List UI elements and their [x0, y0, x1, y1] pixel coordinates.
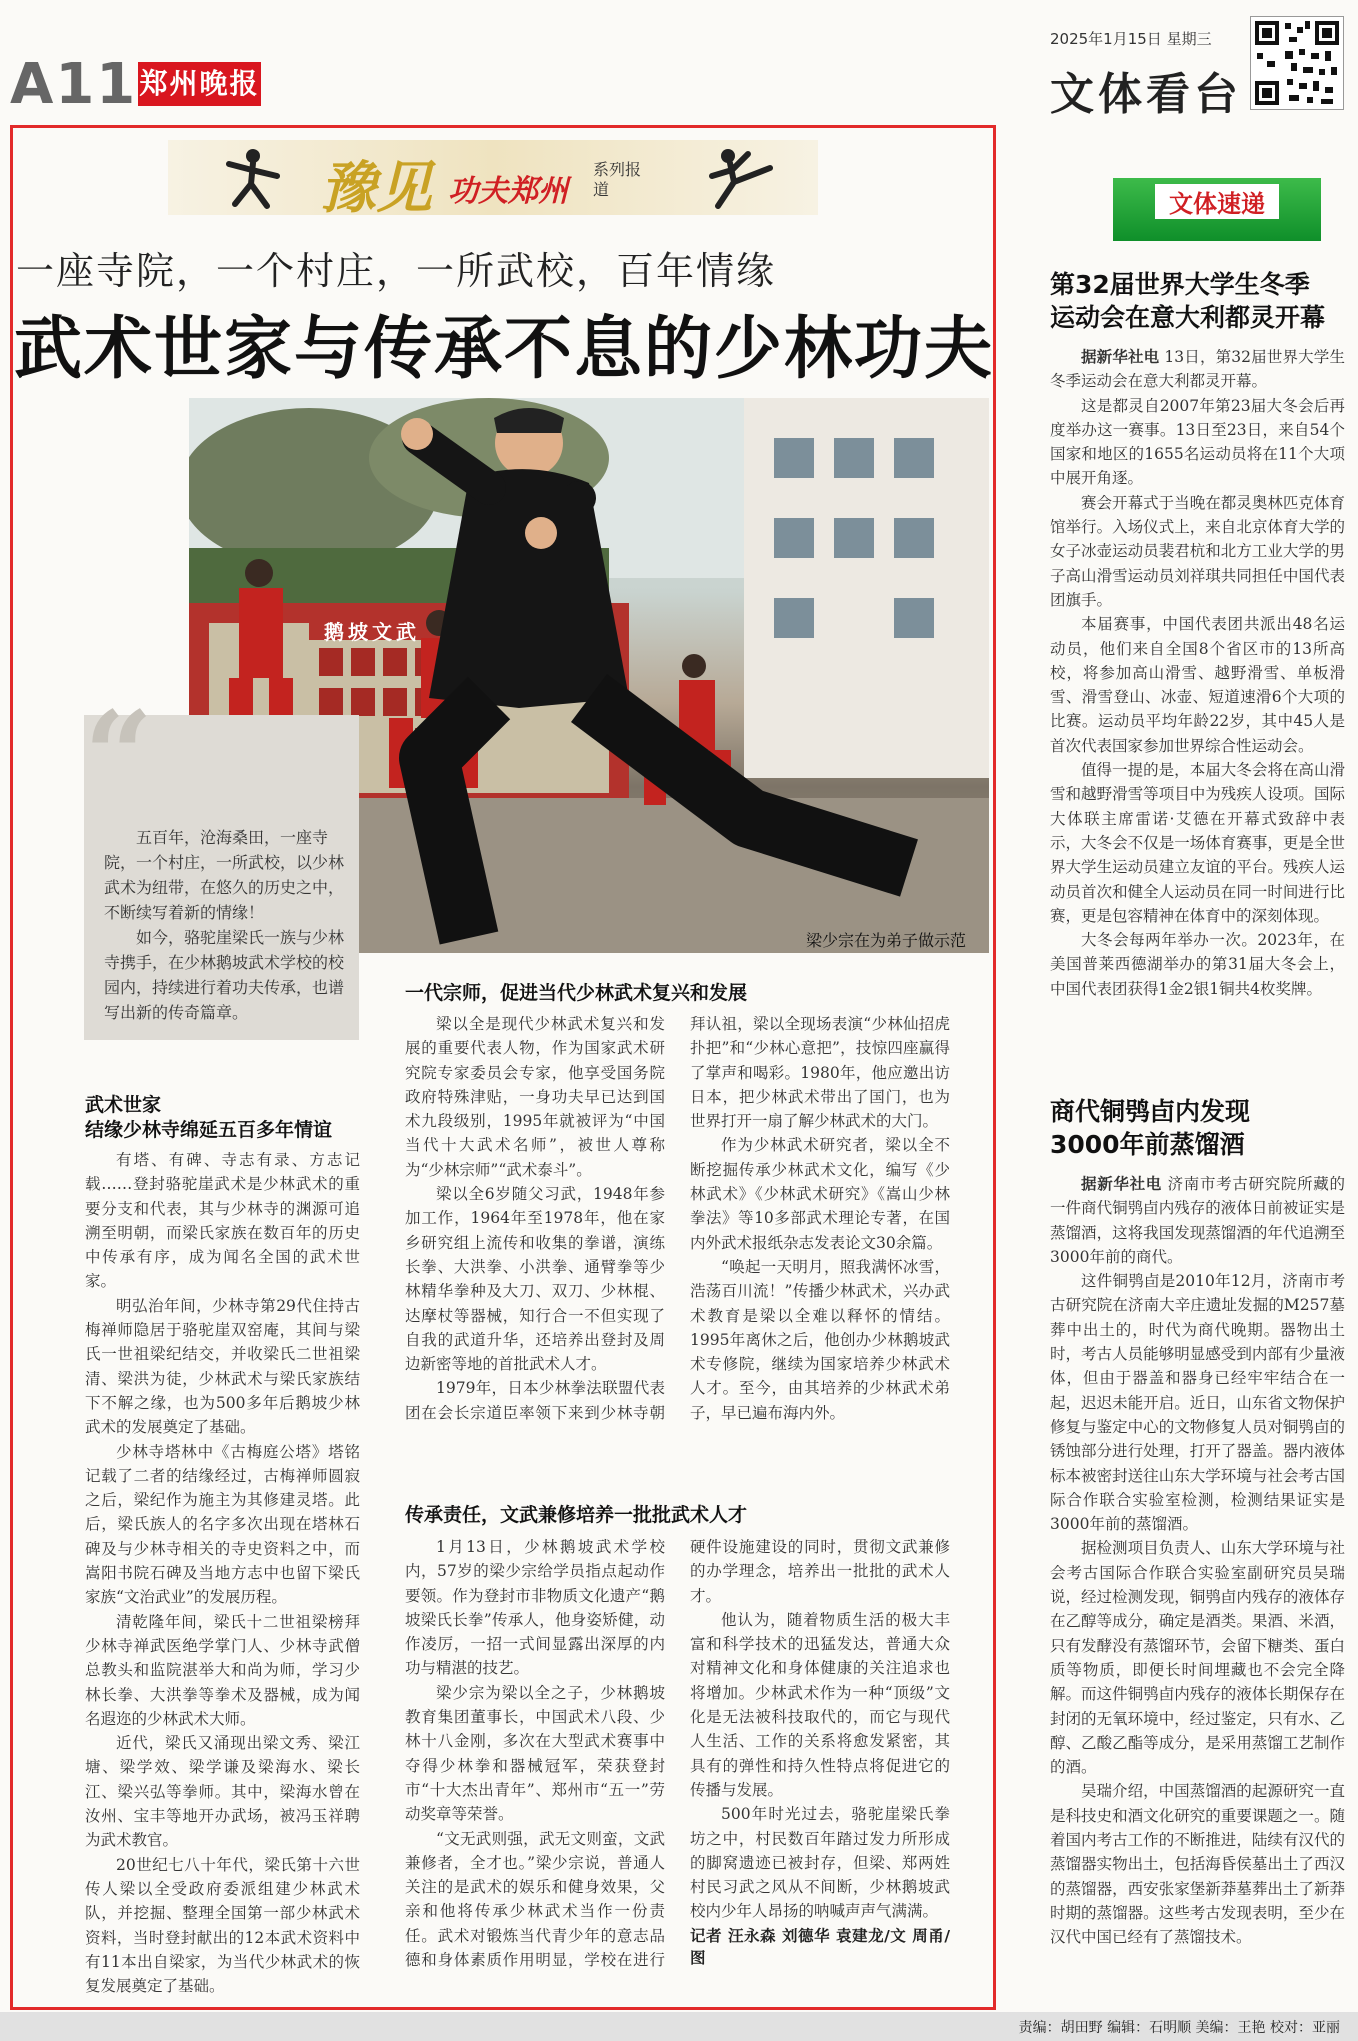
s3-paragraph: 1月13日，少林鹅坡武术学校内，57岁的梁少宗给学员指点起动作要领。作为登封市非物质文化遗产“鹅坡梁氏长拳”传承人，他身姿矫健，动作凌厉，一招一式间显露出深厚的内功与精湛的技艺。 [405, 1538, 665, 1678]
story1-paragraph: 值得一提的是，本届大冬会将在高山滑雪和越野滑雪等项目中为残疾人设项。国际大体联主席雷诺·艾德在开幕式致辞中表示，大冬会不仅是一场体育赛事，更是全世界大学生运动员建立友谊的平台。残疾人运动员首次和健全人运动员在同一时间进行比赛，更是包容精神在体育中的深刻体现。 [1050, 761, 1345, 925]
newspaper-logo: 郑州晚报 [138, 62, 261, 106]
story1-paragraph: 13日，第32届世界大学生冬季运动会在意大利都灵开幕。 [1050, 348, 1345, 391]
kungfu-kick-figure-icon [708, 146, 774, 210]
pullquote-text-2: 如今，骆驼崖梁氏一族与少林寺携手，在少林鹅坡武术学校的校园内，持续进行着功夫传承，也谱写出新的传奇篇章。 [104, 928, 345, 1022]
qr-code-icon[interactable] [1250, 16, 1344, 110]
sidebar-tag-label: 文体速递 [1155, 184, 1279, 219]
quote-mark-icon: “ [84, 685, 154, 826]
s3-paragraph: “文无武则强，武无文则蛮，文武兼修者，全才也。”梁少宗说，普通人关注的是武术的娱乐和健身效果，父亲和他将传承少林武术当作一份责任。武术对锻炼当代青少年的意志品德和身体素质作用明显，学校在进行硬件设施建设的同时，贯彻文武兼修的办学理念，培养出一批批的武术人才。 [405, 1538, 950, 1970]
section1-body [85, 1148, 360, 2003]
s2-paragraph: 梁以全是现代少林武术复兴和发展的重要代表人物，作为国家武术研究院专家委员会专家，他享受国务院政府特殊津贴，一身功夫早已达到国术九段级别，1995年就被评为“中国当代十大武术名师”，被世人尊称为“少林宗师”“武术泰斗”。 [405, 1015, 665, 1179]
page-footer [0, 2012, 1358, 2041]
s1-paragraph: 明弘治年间，少林寺第29代住持古梅禅师隐居于骆驼崖双窑庵，其间与梁氏一世祖梁纪结交，并收梁氏二世祖梁清、梁洪为徒，少林武术与梁氏家族结下不解之缘，也为500多年后鹅坡少林武术的发展奠定了基础。 [85, 1296, 360, 1437]
photo-caption: 梁少宗在为弟子做示范 [806, 931, 967, 950]
kungfu-figure-icon [223, 146, 283, 210]
photo-sign: 鹅坡文武 [324, 620, 420, 644]
page-number: A11 [10, 52, 138, 117]
story2-paragraph: 济南市考古研究院所藏的一件商代铜鸮卣内残存的液体日前被证实是蒸馏酒，这将我国发现蒸馏酒的年代追溯至3000年前的商代。 [1050, 1175, 1345, 1266]
issue-date: 2025年1月15日 星期三 [1050, 30, 1212, 48]
story1-paragraph: 本届赛事，中国代表团共派出48名运动员，他们来自全国8个省区市的13所高校，将参加高山滑雪、越野滑雪、单板滑雪、滑雪登山、冰壶、短道速滑6个大项的比赛。运动员平均年龄22岁，其中45人是首次代表国家参加世界综合性运动会。 [1050, 615, 1345, 755]
s1-paragraph: 少林寺塔林中《古梅庭公塔》塔铭记载了二者的结缘经过，古梅禅师圆寂之后，梁纪作为施主为其修建灵塔。此后，梁氏族人的名字多次出现在塔林石碑及与少林寺相关的寺史资料之中，而嵩阳书院石碑及当地方志中也留下梁氏家族“文治武业”的发展历程。 [85, 1442, 360, 1607]
story2-title-line2: 3000年前蒸馏酒 [1050, 1130, 1245, 1159]
story1-paragraph: 赛会开幕式于当晚在都灵奥林匹克体育馆举行。入场仪式上，来自北京体育大学的女子冰壶运动员裴君杭和北方工业大学的男子高山滑雪运动员刘祥琪共同担任中国代表团旗手。 [1050, 493, 1345, 609]
s3-paragraph: 梁少宗为梁以全之子，少林鹅坡教育集团董事长，中国武术八段、少林十八金刚，多次在大型武术赛事中夺得少林拳和器械冠军，荣获登封市“十大杰出青年”、郑州市“五一”劳动奖章等荣誉。 [405, 1683, 665, 1824]
section-title: 文体看台 [1050, 69, 1242, 120]
section1-title-line2: 结缘少林寺绵延五百多年情谊 [85, 1119, 333, 1141]
section2-title: 一代宗师，促进当代少林武术复兴和发展 [405, 982, 748, 1004]
story1-source: 据新华社电 [1081, 347, 1160, 366]
s2-paragraph: 梁以全6岁随父习武，1948年参加工作，1964年至1978年，他在家乡研究组上流传和收集的拳谱，演练长拳、大洪拳、小洪拳、通臂拳等少林精华拳种及大刀、双刀、少林棍、达摩杖等器械，知行合一不但实现了自我的武道升华，还培养出登封及周边新密等地的首批武术人才。 [405, 1185, 665, 1374]
story1-body [1050, 345, 1345, 1040]
s1-paragraph: 20世纪七八十年代，梁氏第十六世传人梁以全受政府委派组建少林武术队，并挖掘、整理全国第一部少林武术资料，当时登封献出的12本武术资料中有11本出自梁家，为当代少林武术的恢复发展奠定了基础。 [85, 1855, 360, 1996]
article-subhead: 一座寺院，一个村庄，一所武校，百年情缘 [16, 249, 777, 293]
section3-body [405, 1535, 950, 2005]
s3-paragraph: 500年时光过去，骆驼崖梁氏拳坊之中，村民数百年踏过发力所形成的脚窝遗迹已被封存，但梁、郑两姓村民习武之风从不间断，少林鹅坡武校内少年人昂扬的呐喊声声气满满。 [690, 1805, 950, 1921]
s2-paragraph: 1979年，日本少林拳法联盟代表团在会长宗道臣率领下来到少林寺朝拜认祖，梁以全现场表演“少林仙招虎扑把”和“少林心意把”，技惊四座赢得了掌声和喝彩。1980年，他应邀出访日本，把少林武术带出了国门，也为世界打开一扇了解少林武术的大门。 [405, 1015, 950, 1422]
story1-title-line2: 运动会在意大利都灵开幕 [1050, 303, 1326, 332]
story2-source: 据新华社电 [1081, 1174, 1162, 1193]
story1-paragraph: 大冬会每两年举办一次。2023年，在美国普莱西德湖举办的第31届大冬会上，中国代表团获得1金2银1铜共4枚奖牌。 [1050, 931, 1345, 998]
story2-paragraph: 这件铜鸮卣是2010年12月，济南市考古研究院在济南大辛庄遗址发掘的M257墓葬中出土的，时代为商代晚期。器物出土时，考古人员能够明显感受到内部有少量液体，但由于器盖和器身已经牢牢结合在一起，迟迟未能开启。近日，山东省文物保护修复与鉴定中心的文物修复人员对铜鸮卣的锈蚀部分进行处理，打开了器盖。器内液体标本被密封送往山东大学环境与社会考古国际合作联合实验室检测，检测结果证实是3000年前的蒸馏酒。 [1050, 1272, 1345, 1534]
s2-paragraph: 作为少林武术研究者，梁以全不断挖掘传承少林武术文化，编写《少林武术》《少林武术研究》《嵩山少林拳法》等10多部武术理论专著，在国内外武术报纸杂志发表论文30余篇。 [690, 1136, 950, 1252]
byline: 记者 汪永森 刘德华 袁建龙/文 周甬/图 [690, 1926, 950, 1967]
story1-title-line1: 第32届世界大学生冬季 [1050, 270, 1310, 299]
story1-paragraph: 这是都灵自2007年第23届大冬会后再度举办这一赛事。13日至23日，来自54个国家和地区的1655名运动员将在11个大项中展开角逐。 [1050, 396, 1345, 488]
section3-title: 传承责任，文武兼修培养一批批武术人才 [405, 1504, 748, 1526]
section2-body [405, 1012, 950, 1482]
s2-paragraph: “唤起一天明月，照我满怀冰雪，浩荡百川流！”传播少林武术，兴办武术教育是梁以全难以释怀的情结。1995年离休之后，他创办少林鹅坡武术专修院，继续为国家培养少林武术人才。至今，由其培养的少林武术弟子，早已遍布海内外。 [690, 1257, 950, 1422]
story2-title-line1: 商代铜鸮卣内发现 [1050, 1097, 1251, 1126]
article-headline: 武术世家与传承不息的少林功夫 [14, 309, 995, 389]
s1-paragraph: 近代，梁氏又涌现出梁文秀、梁江塘、梁学效、梁学谦及梁海水、梁长江、梁兴弘等拳师。其中，梁海水曾在汝州、宝丰等地开办武场，被冯玉祥聘为武术教官。 [85, 1734, 360, 1850]
section1-title-line1: 武术世家 [85, 1094, 162, 1116]
story2-paragraph: 据检测项目负责人、山东大学环境与社会考古国际合作联合实验室副研究员吴瑞说，经过检测发现，铜鸮卣内残存的液体存在乙醇等成分，确定是酒类。果酒、米酒，只有发酵没有蒸馏环节，会留下糖类、蛋白质等物质，即便长时间埋藏也不会完全降解。而这件铜鸮卣内残存的液体长期保存在封闭的无氧环境中，经过鉴定，只有水、乙醇、乙酸乙酯等成分，是采用蒸馏工艺制作的酒。 [1050, 1539, 1345, 1777]
pull-quote [84, 685, 359, 1040]
sidebar-tag [1113, 178, 1321, 241]
s3-paragraph: 他认为，随着物质生活的极大丰富和科学技术的迅猛发达，普通大众对精神文化和身体健康的关注追求也将增加。少林武术作为一种“顶级”文化是无法被科技取代的，而它与现代人生活、工作的关系将愈发紧密，其具有的弹性和持久性特点将促进它的传播与发展。 [690, 1610, 950, 1799]
s1-paragraph: 清乾隆年间，梁氏十二世祖梁榜拜少林寺禅武医绝学掌门人、少林寺武僧总教头和监院湛举大和尚为师，学习少林长拳、大洪拳等拳术及器械，成为闻名遐迩的少林武术大师。 [85, 1612, 360, 1728]
banner-brand: 豫见 [320, 155, 432, 221]
story2-paragraph: 吴瑞介绍，中国蒸馏酒的起源研究一直是科技史和酒文化研究的重要课题之一。随着国内考古工作的不断推进，陆续有汉代的蒸馏器实物出土，包括海昏侯墓出土了西汉的蒸馏器，西安张家堡新莽墓葬出土了新莽时期的蒸馏器。这些考古发现表明，至少在汉代中国已经有了蒸馏技术。 [1050, 1782, 1345, 1947]
story2-body [1050, 1172, 1345, 2007]
editor-credits: 责编：胡田野 编辑：石明顺 美编：王艳 校对：亚丽 [1018, 2020, 1340, 2036]
banner-label: 系列报道 [593, 160, 642, 199]
pullquote-text-1: 五百年，沧海桑田，一座寺院，一个村庄，一所武校，以少林武术为纽带，在悠久的历史之中，不断续写着新的情缘！ [104, 828, 345, 922]
series-banner [168, 140, 818, 221]
banner-title: 功夫郑州 [448, 174, 568, 209]
s1-paragraph: 有塔、有碑、寺志有录、方志记载……登封骆驼崖武术是少林武术的重要分支和代表，其与少林寺的渊源可追溯至明朝，而梁氏家族在数百年的历史中传承有序，成为闻名全国的武术世家。 [85, 1151, 360, 1291]
